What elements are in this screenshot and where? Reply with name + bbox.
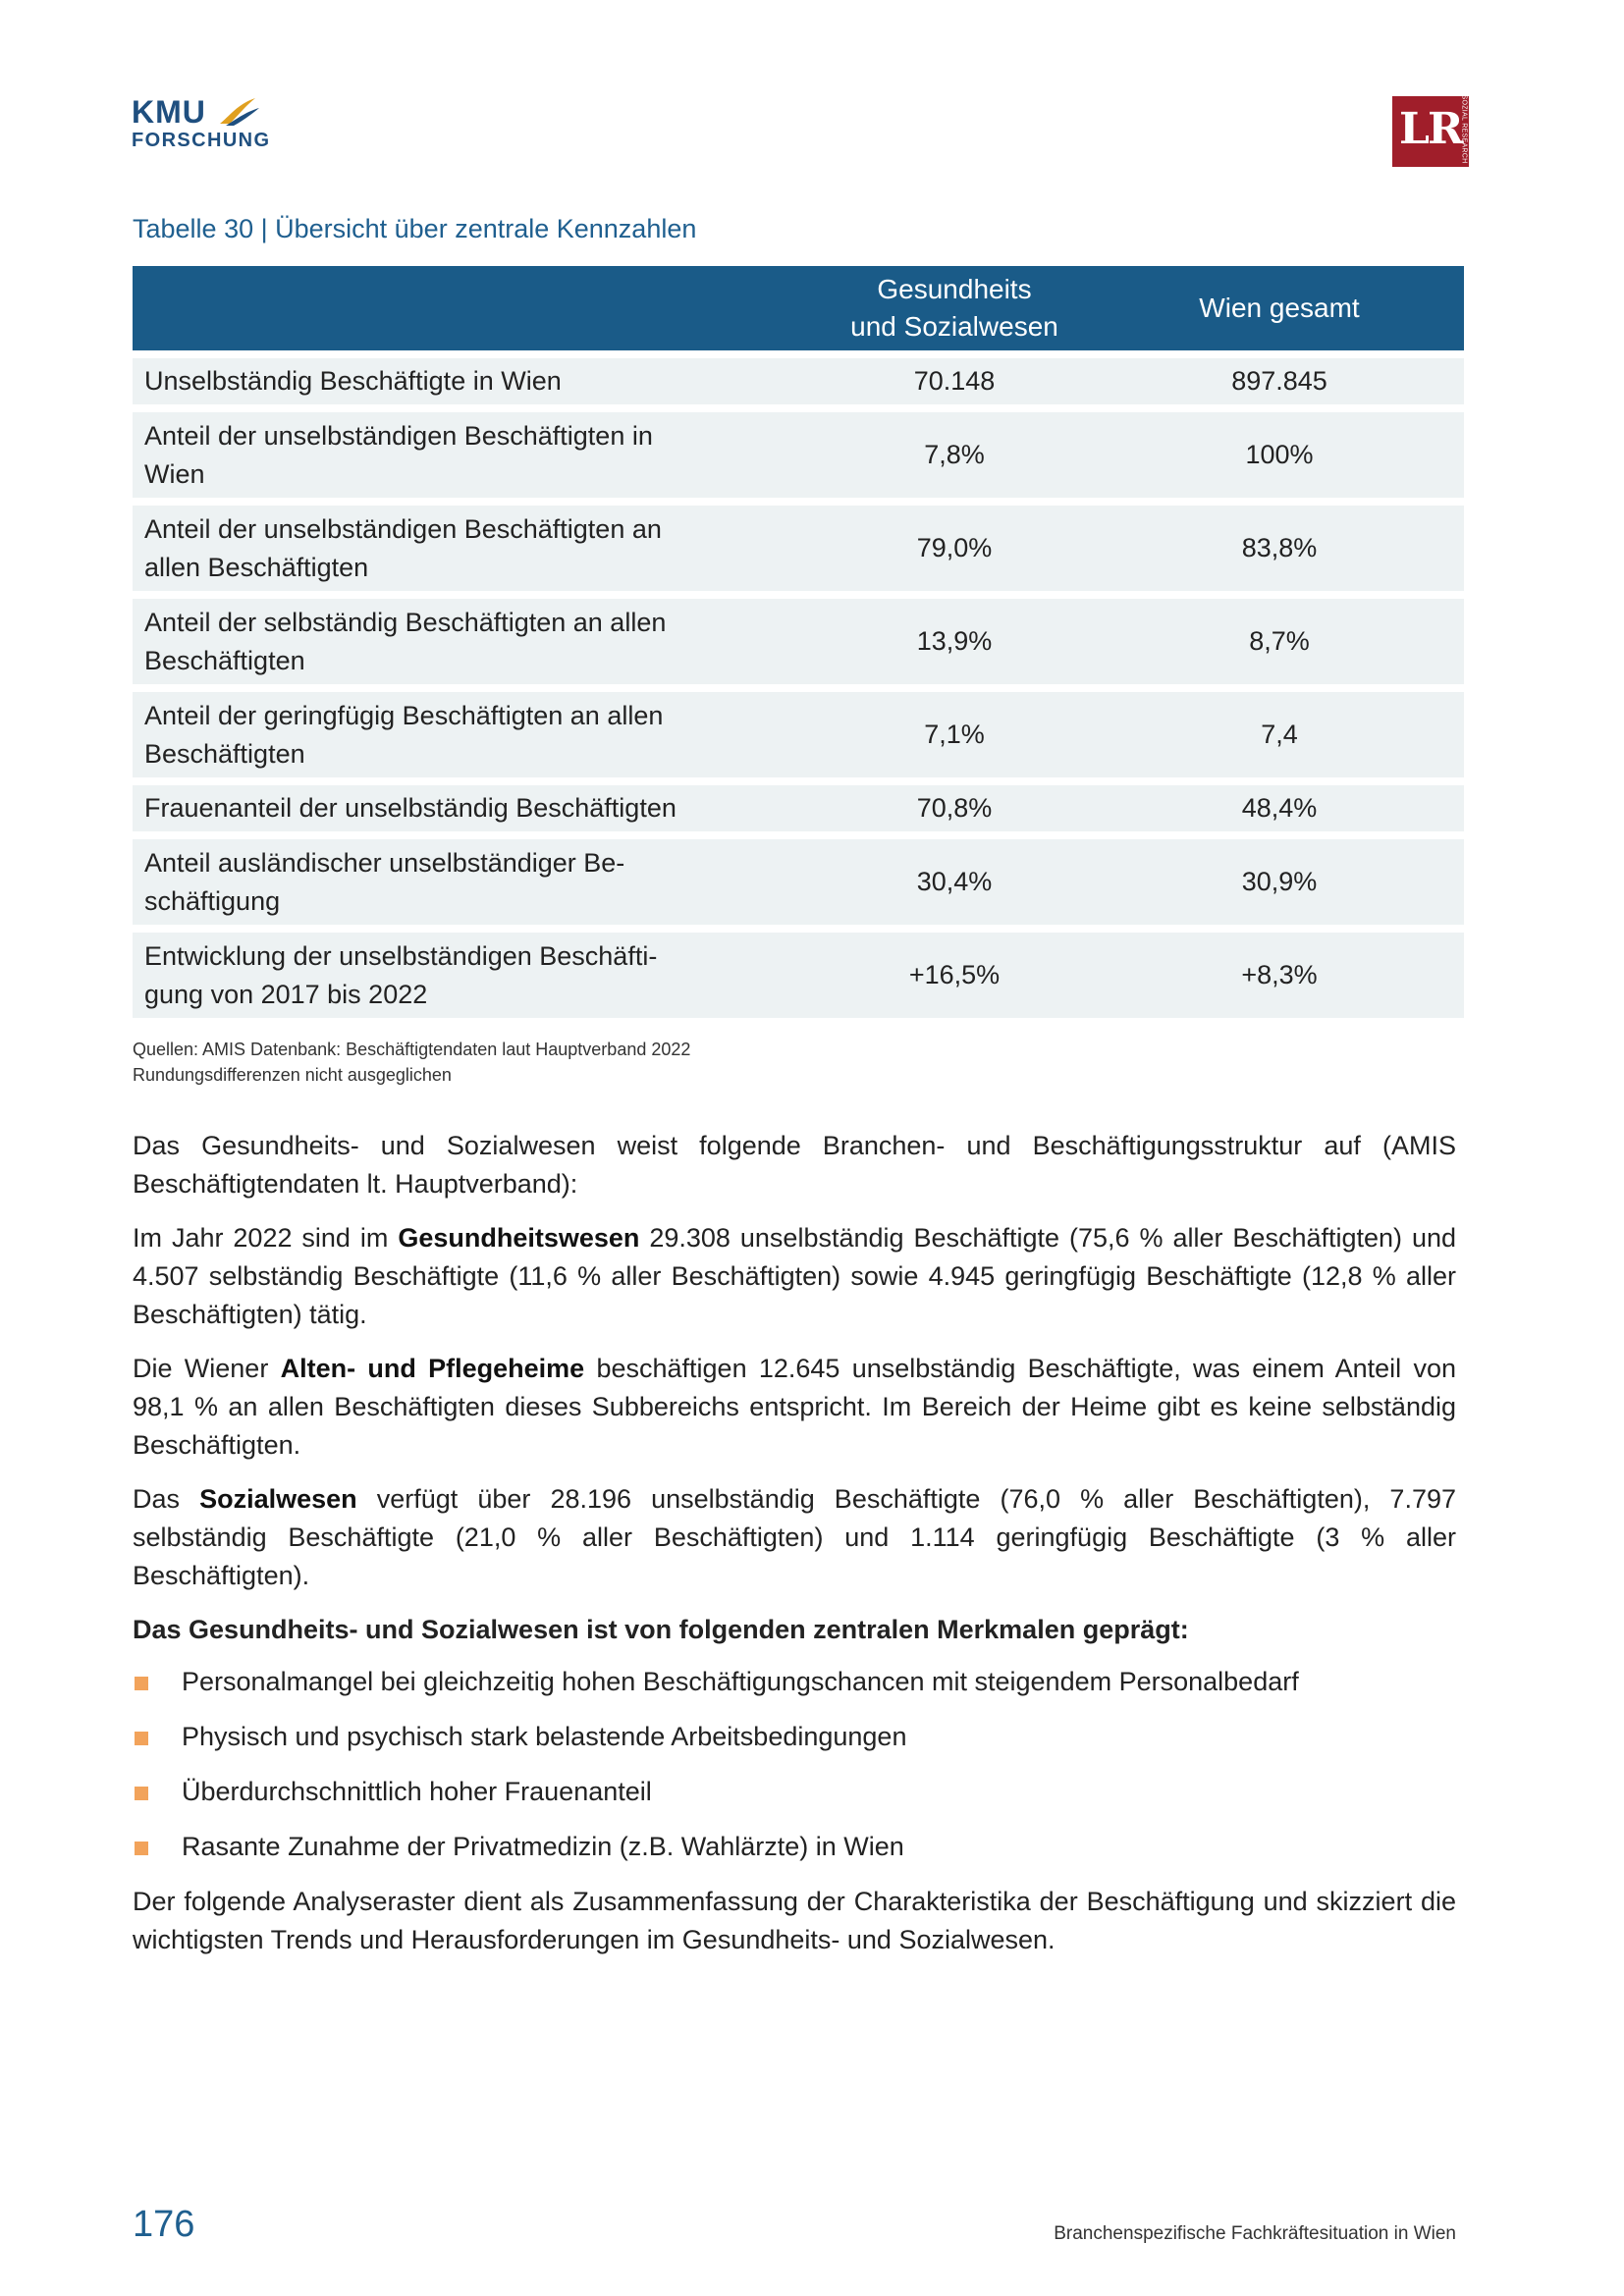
row-label: Anteil der selbständig Beschäftigten an allen Beschäftigten	[144, 607, 667, 675]
row-label: Anteil der geringfügig Beschäftigten an allen Beschäftigten	[144, 700, 664, 769]
paragraph-gesundheitswesen: Im Jahr 2022 sind im Gesundheitswesen 29.308 unselbständig Beschäftigte (75,6 % aller Beschäftigten) und 4.507 selbständig Beschäftigte (11,6 % aller Beschäftigten) sowie 4.945 geringfügig Beschäftigte (12,8 % aller Beschäftigten) tätig.	[133, 1223, 1457, 1329]
row-value-wien: 100%	[1245, 440, 1314, 469]
row-value-gs: 13,9%	[916, 626, 993, 656]
table-row	[133, 839, 1464, 925]
row-value-wien: 83,8%	[1241, 533, 1318, 562]
table-header	[133, 266, 1464, 350]
row-label: Frauenanteil der unselbständig Beschäftigten	[144, 793, 677, 823]
header-gesundheit-sozialwesen	[814, 266, 1095, 350]
table-row	[133, 785, 1464, 831]
paragraph-analyseraster: Der folgende Analyseraster dient als Zusammenfassung der Charakteristika der Beschäftigung und skizziert die wichtigsten Trends und Herausforderungen im Gesundheits- und Sozialwesen.	[133, 1887, 1456, 1954]
list-item: Rasante Zunahme der Privatmedizin (z.B. Wahlärzte) in Wien	[133, 1828, 1456, 1866]
row-value-wien: 8,7%	[1249, 626, 1310, 656]
sources-line: Quellen: AMIS Datenbank: Beschäftigtendaten laut Hauptverband 2022	[133, 1040, 691, 1059]
row-value-gs: 30,4%	[916, 867, 993, 896]
list-item: Personalmangel bei gleichzeitig hohen Beschäftigungschancen mit steigendem Personalbedarf	[133, 1663, 1456, 1701]
row-value-gs: 79,0%	[916, 533, 993, 562]
row-value-gs: 7,8%	[924, 440, 985, 469]
table-row	[133, 358, 1464, 404]
row-label: Unselbständig Beschäftigte in Wien	[144, 366, 562, 396]
row-label: Anteil der unselbständigen Beschäftigten an allen Beschäftigten	[144, 513, 662, 582]
table-caption: Tabelle 30 | Übersicht über zentrale Kennzahlen	[133, 214, 697, 243]
row-value-gs: 70.148	[913, 366, 996, 396]
body-text	[133, 1127, 1456, 1975]
merkmale-list	[133, 1663, 1456, 1866]
paragraph-sozialwesen: Das Sozialwesen verfügt über 28.196 unselbständig Beschäftigte (76,0 % aller Beschäftigten), 7.797 selbständig Beschäftigte (21,0 % aller Beschäftigten) und 1.114 geringfügig Beschäftigte (3 % aller Beschäftigten).	[133, 1484, 1456, 1590]
lr-logo-side-text: SOZIAL RESEARCH	[1460, 94, 1468, 164]
rounding-note: Rundungsdifferenzen nicht ausgeglichen	[133, 1065, 452, 1085]
paragraph-intro: Das Gesundheits- und Sozialwesen weist folgende Branchen- und Beschäftigungsstruktur auf (AMIS Beschäftigtendaten lt. Hauptverband):	[133, 1131, 1456, 1199]
header-wien-gesamt: Wien gesamt	[1199, 293, 1360, 323]
table-row	[133, 506, 1464, 591]
list-item: Überdurchschnittlich hoher Frauenanteil	[133, 1773, 1456, 1811]
table-sources	[133, 1037, 690, 1088]
kmu-forschung-logo	[132, 94, 269, 155]
table-row	[133, 692, 1464, 777]
row-value-wien: 897.845	[1231, 366, 1327, 396]
kennzahlen-table	[133, 266, 1464, 1018]
kmu-wing-icon	[216, 94, 261, 128]
row-label: Anteil ausländischer unselbständiger Be-schäftigung	[144, 847, 625, 916]
header-col1-line2: und Sozialwesen	[850, 311, 1058, 342]
page-number: 176	[133, 2204, 195, 2245]
list-item: Physisch und psychisch stark belastende Arbeitsbedingungen	[133, 1718, 1456, 1756]
bold-term: Sozialwesen	[199, 1484, 357, 1514]
lr-logo-side	[1449, 94, 1468, 164]
row-label: Entwicklung der unselbständigen Beschäfti-gung von 2017 bis 2022	[144, 940, 658, 1009]
table-row	[133, 412, 1464, 498]
row-value-wien: 48,4%	[1241, 793, 1318, 823]
table-row	[133, 933, 1464, 1018]
lr-logo	[1392, 96, 1469, 167]
row-value-gs: 70,8%	[916, 793, 993, 823]
row-label: Anteil der unselbständigen Beschäftigten in Wien	[144, 420, 653, 489]
bullet-square-icon	[135, 1842, 148, 1855]
row-value-wien: +8,3%	[1241, 960, 1318, 989]
header-col1-line1: Gesundheits	[877, 274, 1032, 304]
lr-logo-letters: LR	[1399, 104, 1462, 154]
bold-term: Alten- und Pflegeheime	[280, 1354, 585, 1383]
row-value-gs: +16,5%	[908, 960, 1001, 989]
row-value-wien: 7,4	[1261, 720, 1298, 749]
kmu-logo-sub: FORSCHUNG	[132, 130, 271, 151]
table-row	[133, 599, 1464, 684]
bullet-square-icon	[135, 1732, 148, 1745]
footer-title: Branchenspezifische Fachkräftesituation in Wien	[1054, 2223, 1456, 2244]
bullet-square-icon	[135, 1787, 148, 1800]
bold-term: Gesundheitswesen	[398, 1223, 640, 1253]
row-value-wien: 30,9%	[1241, 867, 1318, 896]
paragraph-pflegeheime: Die Wiener Alten- und Pflegeheime beschäftigen 12.645 unselbständig Beschäftigte, was einem Anteil von 98,1 % an allen Beschäftigten dieses Subbereichs entspricht. Im Bereich der Heime gibt es keine selbständig Beschäftigten.	[133, 1354, 1456, 1460]
header-empty-cell	[133, 266, 814, 350]
kmu-logo-word: KMU	[132, 94, 206, 130]
merkmale-heading: Das Gesundheits- und Sozialwesen ist von folgenden zentralen Merkmalen geprägt:	[133, 1615, 1189, 1644]
row-value-gs: 7,1%	[924, 720, 985, 749]
bullet-square-icon	[135, 1677, 148, 1690]
